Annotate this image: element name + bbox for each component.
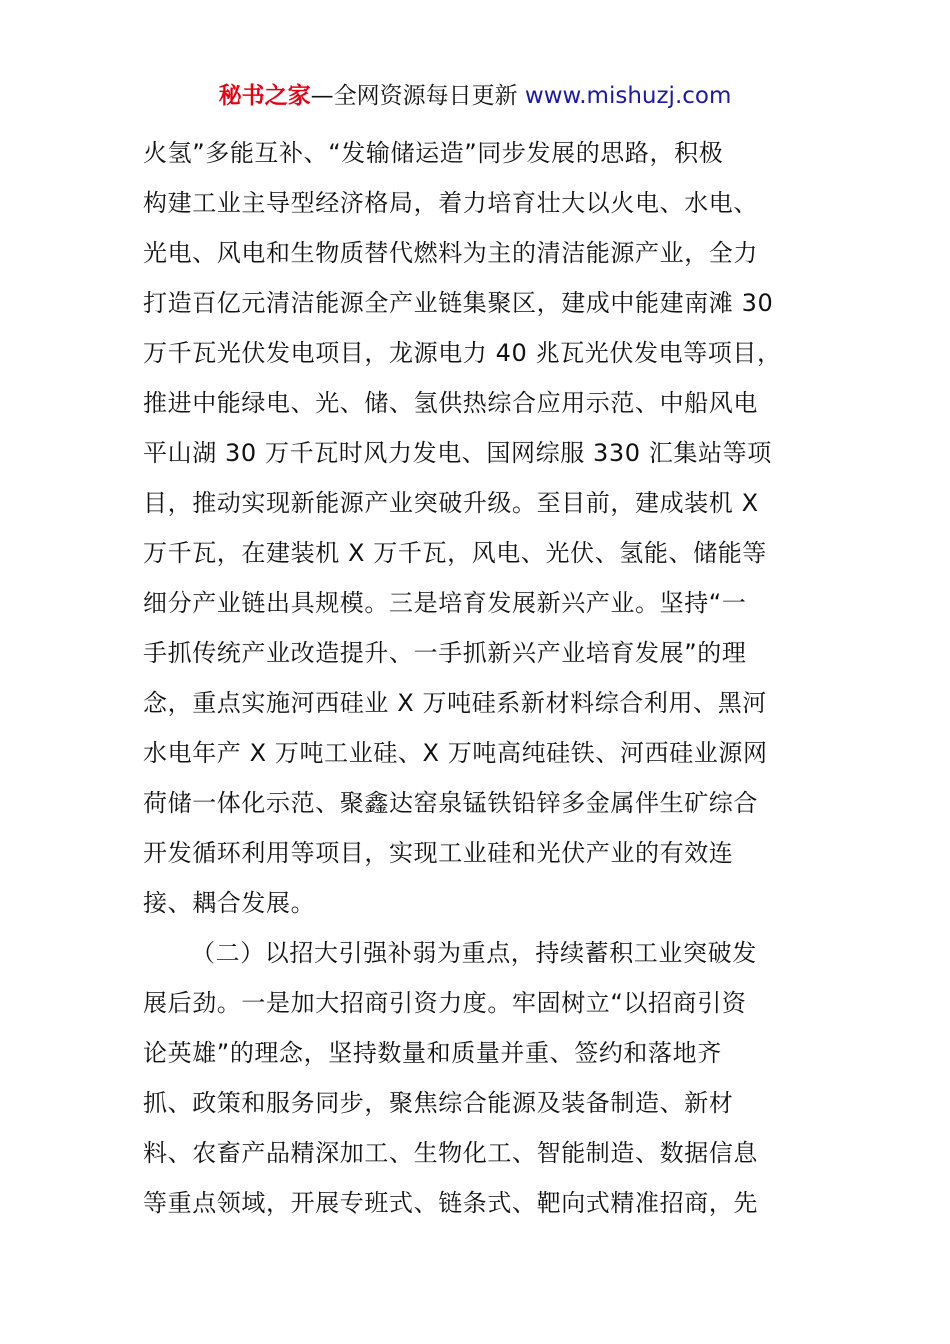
site-header	[0, 80, 950, 112]
text-line: 料、农畜产品精深加工、生物化工、智能制造、数据信息	[143, 1139, 758, 1167]
text-line: 打造百亿元清洁能源全产业链集聚区，建成中能建南滩 30	[143, 289, 774, 317]
text-line: 等重点领域，开展专班式、链条式、靶向式精准招商，先	[143, 1189, 758, 1217]
site-tagline: —全网资源每日更新	[310, 83, 525, 109]
site-url-link[interactable]: www.mishuzj.com	[524, 83, 732, 109]
text-line: 开发循环利用等项目，实现工业硅和光伏产业的有效连	[143, 839, 734, 867]
text-line: 推进中能绿电、光、储、氢供热综合应用示范、中船风电	[143, 389, 758, 417]
paragraph-1	[143, 128, 807, 928]
text-line: 万千瓦光伏发电项目，龙源电力 40 兆瓦光伏发电等项目，	[143, 339, 782, 367]
text-line: 细分产业链出具规模。三是培育发展新兴产业。坚持“一	[143, 589, 747, 617]
text-line: 接、耦合发展。	[143, 889, 316, 917]
text-line: 火氢”多能互补、“发输储运造”同步发展的思路，积极	[143, 139, 724, 167]
text-line: 抓、政策和服务同步，聚焦综合能源及装备制造、新材	[143, 1089, 734, 1117]
text-line: 目，推动实现新能源产业突破升级。至目前，建成装机 X	[143, 489, 759, 517]
text-line-first: （二）以招大引强补弱为重点，持续蓄积工业突破发	[191, 939, 757, 967]
text-line: 荷储一体化示范、聚鑫达窑泉锰铁铅锌多金属伴生矿综合	[143, 789, 758, 817]
document-body	[143, 128, 807, 1228]
text-line: 构建工业主导型经济格局，着力培育壮大以火电、水电、	[143, 189, 758, 217]
text-line: 万千瓦，在建装机 X 万千瓦，风电、光伏、氢能、储能等	[143, 539, 767, 567]
text-line: 展后劲。一是加大招商引资力度。牢固树立“以招商引资	[143, 989, 747, 1017]
text-line: 平山湖 30 万千瓦时风力发电、国网综服 330 汇集站等项	[143, 439, 772, 467]
text-line: 念，重点实施河西硅业 X 万吨硅系新材料综合利用、黑河	[143, 689, 767, 717]
text-line: 手抓传统产业改造提升、一手抓新兴产业培育发展”的理	[143, 639, 747, 667]
text-line: 水电年产 X 万吨工业硅、X 万吨高纯硅铁、河西硅业源网	[143, 739, 768, 767]
text-line: 论英雄”的理念，坚持数量和质量并重、签约和落地齐	[143, 1039, 722, 1067]
text-line: 光电、风电和生物质替代燃料为主的清洁能源产业，全力	[143, 239, 758, 267]
site-brand: 秘书之家	[218, 83, 311, 109]
paragraph-2	[143, 928, 807, 1228]
